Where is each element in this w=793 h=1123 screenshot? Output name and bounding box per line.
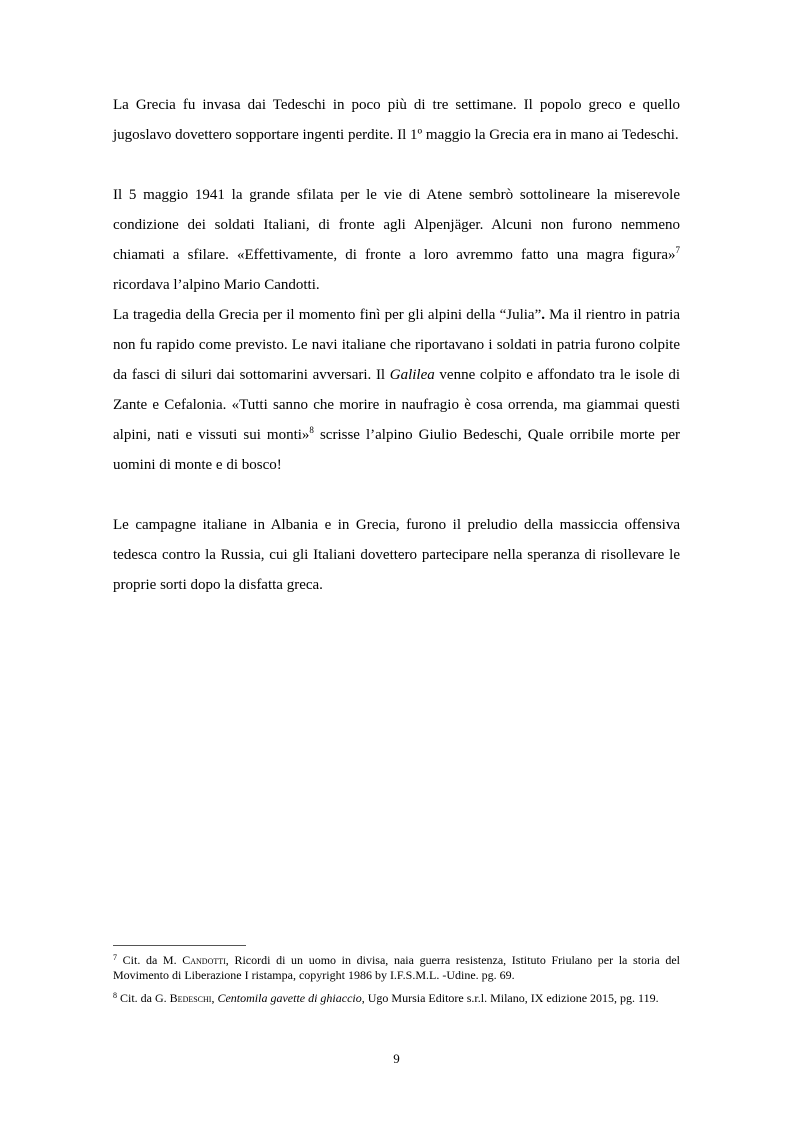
footnote-separator	[113, 945, 246, 946]
text-segment: Cit. da M.	[117, 953, 183, 967]
text-segment: ,	[211, 991, 218, 1005]
footnote-ref: 7	[113, 953, 117, 962]
paragraph	[113, 300, 680, 480]
text-segment: , Ricordi di un uomo in divisa, naia guerra resistenza, Istituto Friulano per la storia del Movimento di Liberazione I ristampa, copyright 1986 by I.F.S.M.L. -Udine. pg. 69.	[113, 953, 680, 982]
text-segment: Candotti	[182, 953, 226, 967]
body-text	[113, 90, 680, 600]
text-segment: Centomila gavette di ghiaccio	[217, 991, 362, 1005]
footnote-ref: 7	[675, 245, 680, 255]
paragraph-gap	[113, 480, 680, 510]
text-segment: La Grecia fu invasa dai Tedeschi in poco più di tre settimane. Il popolo greco e quello jugoslavo dovettero sopportare ingenti perdite. Il 1º maggio la Grecia era in mano ai Tedeschi.	[113, 97, 680, 143]
paragraph	[113, 180, 680, 300]
page-number: 9	[393, 1051, 400, 1066]
footnote	[113, 953, 680, 983]
text-segment: Il 5 maggio 1941 la grande sfilata per le vie di Atene sembrò sottolineare la miserevole condizione dei soldati Italiani, di fronte agli Alpenjäger. Alcuni non furono nemmeno chiamati a sfilare. «Effettivamente, di fronte a loro avremmo fatto una magra figura»	[113, 187, 680, 263]
text-segment: Galilea	[389, 367, 435, 383]
text-segment: La tragedia della Grecia per il momento finì per gli alpini della “Julia”	[113, 307, 542, 323]
text-segment: venne colpito e affondato tra le isole di Zante e Cefalonia. «Tutti sanno che morire in naufragio è cosa orrenda, ma giammai questi alpini, nati e vissuti sui monti»	[113, 367, 680, 443]
footnote	[113, 991, 680, 1006]
text-segment: Bedeschi	[169, 991, 212, 1005]
text-segment: , Ugo Mursia Editore s.r.l. Milano, IX edizione 2015, pg. 119.	[361, 991, 659, 1005]
text-segment: Ma il rientro in patria non fu rapido come previsto. Le navi italiane che riportavano i soldati in patria furono colpite da fasci di siluri dai sottomarini avversari. Il	[113, 307, 680, 383]
text-segment: .	[541, 307, 545, 323]
paragraph-gap	[113, 150, 680, 180]
text-segment: ricordava l’alpino Mario Candotti.	[113, 277, 320, 293]
footnote-ref: 8	[113, 991, 117, 1000]
paragraph	[113, 510, 680, 600]
text-segment: Le campagne italiane in Albania e in Grecia, furono il preludio della massiccia offensiva tedesca contro la Russia, cui gli Italiani dovettero partecipare nella speranza di risollevare le proprie sorti dopo la disfatta greca.	[113, 517, 680, 593]
paragraph	[113, 90, 680, 150]
footnotes	[113, 953, 680, 1014]
text-segment: scrisse l’alpino Giulio Bedeschi, Quale orribile morte per uomini di monte e di bosco!	[113, 427, 681, 473]
text-segment: Cit. da G.	[117, 991, 170, 1005]
footnote-ref: 8	[309, 425, 314, 435]
